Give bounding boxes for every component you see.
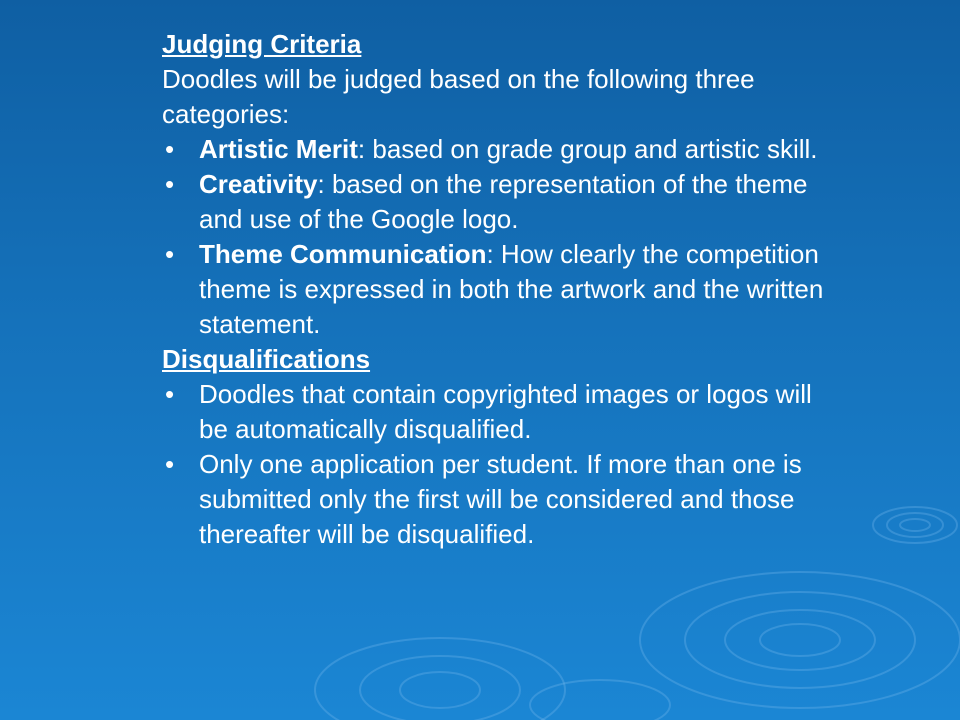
- disqualification-text: Doodles that contain copyrighted images or logos will be automatically disqualified.: [199, 379, 812, 444]
- disqualification-item: [162, 377, 832, 447]
- bullet-icon: •: [165, 169, 175, 199]
- criteria-term: Theme Communication: [199, 239, 487, 269]
- criteria-term: Creativity: [199, 169, 318, 199]
- slide-content: [162, 27, 832, 552]
- bullet-icon: •: [165, 379, 175, 409]
- judging-criteria-list: [162, 132, 832, 342]
- judging-criteria-heading: Judging Criteria: [162, 29, 362, 59]
- judging-intro-text: Doodles will be judged based on the following three categories:: [162, 64, 755, 129]
- bullet-icon: •: [165, 239, 175, 269]
- bullet-icon: •: [165, 134, 175, 164]
- criteria-description: : based on grade group and artistic skill.: [357, 134, 818, 164]
- disqualifications-heading: Disqualifications: [162, 344, 371, 374]
- criteria-term: Artistic Merit: [199, 134, 358, 164]
- criteria-description: : How clearly the competition theme is expressed in both the artwork and the written statement.: [199, 239, 824, 339]
- criteria-description: : based on the representation of the theme and use of the Google logo.: [199, 169, 808, 234]
- disqualification-text: Only one application per student. If more than one is submitted only the first will be considered and those thereafter will be disqualified.: [199, 449, 802, 549]
- disqualifications-list: [162, 377, 832, 552]
- criteria-item-theme-communication: [162, 237, 832, 342]
- criteria-item-artistic-merit: [162, 132, 832, 167]
- criteria-item-creativity: [162, 167, 832, 237]
- disqualification-item: [162, 447, 832, 552]
- bullet-icon: •: [165, 449, 175, 479]
